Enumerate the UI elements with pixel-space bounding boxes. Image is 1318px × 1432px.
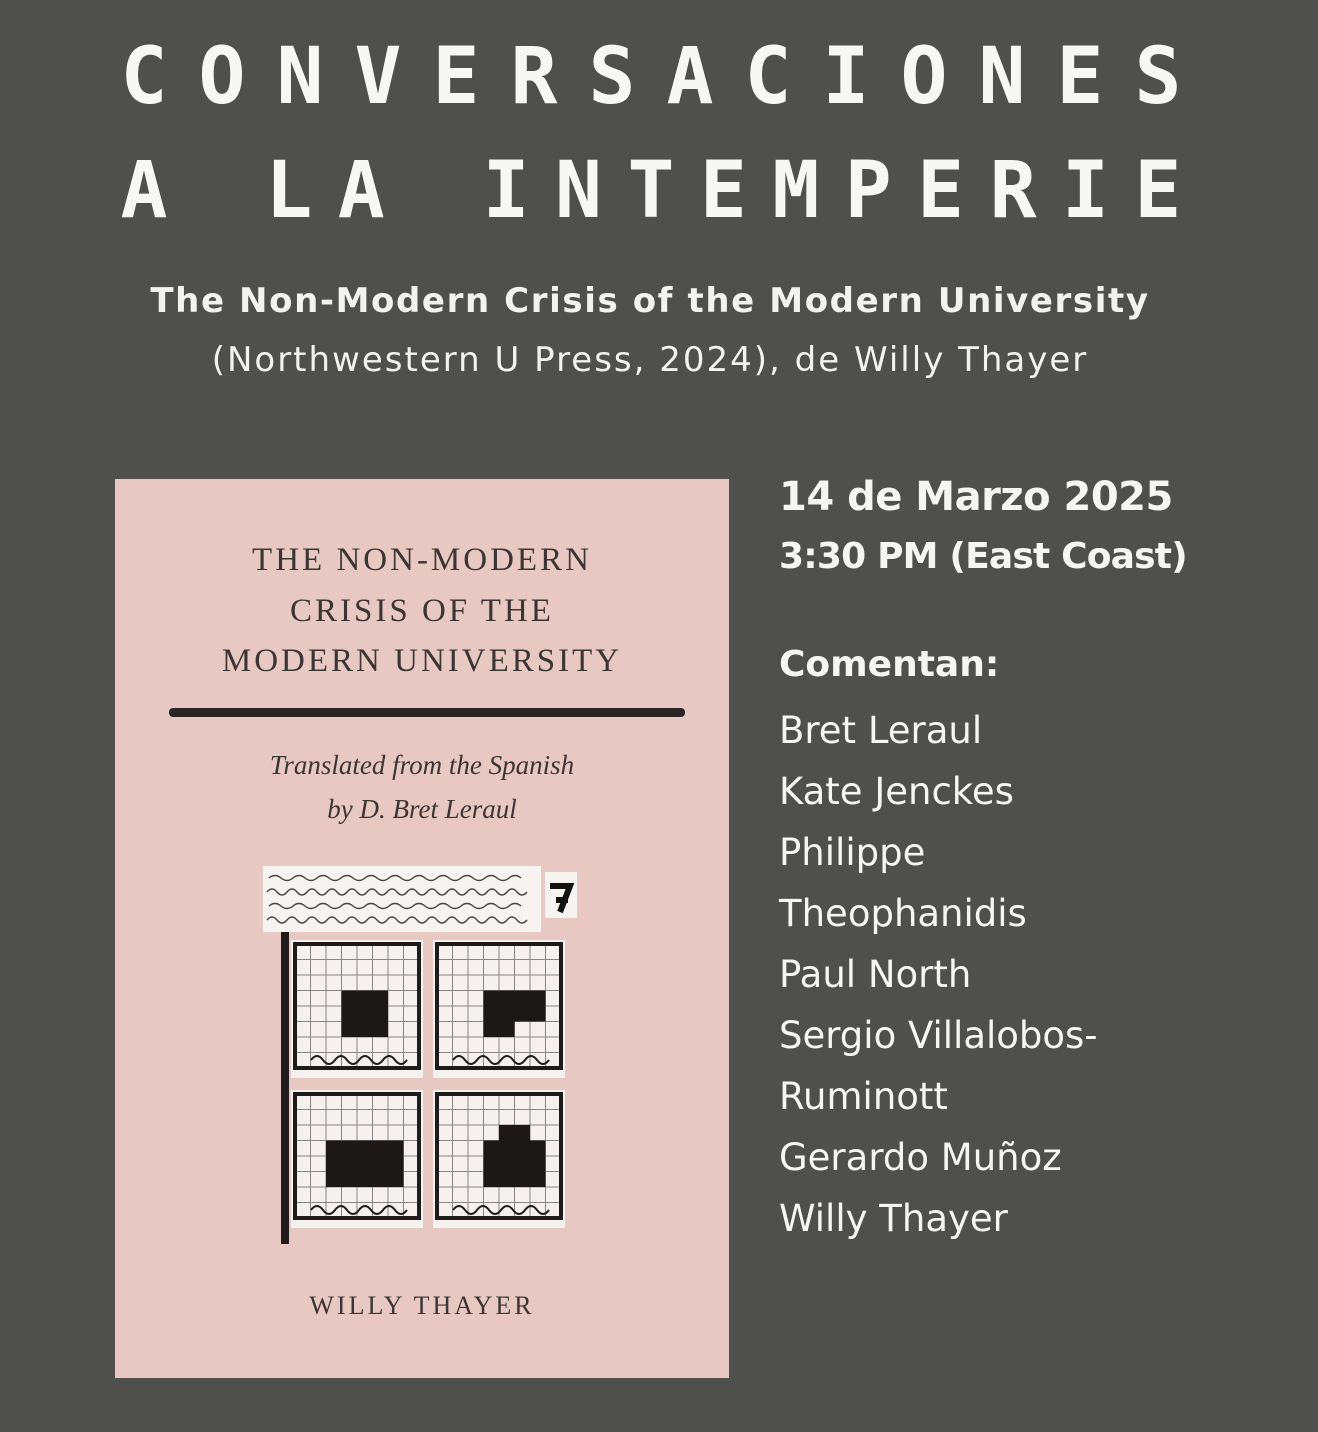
grid-filled-cell (499, 1006, 515, 1022)
grid-filled-cell (342, 1172, 358, 1188)
title-line-1: C O N V E R S A C I O N E S (120, 32, 1182, 122)
commentator-name: Gerardo Muñoz (779, 1136, 1062, 1179)
grid-filled-cell (499, 1022, 515, 1038)
cover-translation-line: by D. Bret Leraul (327, 794, 517, 824)
grid-filled-cell (484, 1006, 500, 1022)
cover-title-line: THE NON-MODERN (252, 542, 592, 578)
grid-filled-cell (499, 1125, 515, 1141)
grid-filled-cell (530, 1172, 546, 1188)
grid-filled-cell (484, 1022, 500, 1038)
commentators-list (779, 708, 1098, 1257)
grid-filled-cell (373, 1172, 389, 1188)
grid-filled-cell (515, 1125, 531, 1141)
cover-title-line: CRISIS OF THE (290, 593, 554, 629)
grid-filled-cell (530, 1156, 546, 1172)
grid-filled-cell (342, 1022, 358, 1038)
grid-filled-cell (373, 1141, 389, 1157)
grid-filled-cell (326, 1141, 342, 1157)
grid-filled-cell (342, 1006, 358, 1022)
grid-filled-cell (357, 1172, 373, 1188)
grid-filled-cell (515, 1156, 531, 1172)
cover-divider-rule (169, 708, 685, 717)
grid-filled-cell (342, 1141, 358, 1157)
grid-filled-cell (388, 1156, 404, 1172)
grid-filled-cell (499, 1156, 515, 1172)
grid-filled-cell (357, 1006, 373, 1022)
event-time: 3:30 PM (East Coast) (779, 536, 1187, 577)
grid-filled-cell (326, 1172, 342, 1188)
grid-filled-cell (373, 991, 389, 1007)
commentators-heading: Comentan: (779, 644, 1000, 685)
grid-filled-cell (499, 1172, 515, 1188)
commentator-name: Theophanidis (779, 892, 1027, 935)
commentator-name: Ruminott (779, 1075, 948, 1118)
grid-filled-cell (530, 1006, 546, 1022)
commentator-name: Willy Thayer (779, 1197, 1008, 1240)
grid-filled-cell (357, 1156, 373, 1172)
commentator-name: Philippe (779, 831, 926, 874)
book-cover-image (115, 479, 729, 1378)
grid-filled-cell (388, 1141, 404, 1157)
cover-artwork-grid-drawing (261, 864, 581, 1249)
cover-title-line: MODERN UNIVERSITY (221, 643, 623, 679)
grid-filled-cell (530, 1141, 546, 1157)
event-date: 14 de Marzo 2025 (779, 474, 1173, 520)
commentator-name: Paul North (779, 953, 972, 996)
grid-filled-cell (373, 1156, 389, 1172)
book-subtitle: The Non-Modern Crisis of the Modern University (150, 281, 1150, 321)
grid-filled-cell (373, 1006, 389, 1022)
commentator-name: Kate Jenckes (779, 770, 1014, 813)
grid-filled-cell (515, 991, 531, 1007)
grid-filled-cell (388, 1172, 404, 1188)
grid-filled-cell (515, 1172, 531, 1188)
commentator-name: Bret Leraul (779, 709, 983, 752)
grid-filled-cell (484, 991, 500, 1007)
grid-filled-cell (373, 1022, 389, 1038)
grid-filled-cell (357, 1141, 373, 1157)
grid-filled-cell (484, 1172, 500, 1188)
title-line-2: A L A I N T E M P E R I E (120, 146, 1182, 236)
publication-info: (Northwestern U Press, 2024), de Willy Thayer (211, 340, 1089, 380)
grid-filled-cell (484, 1156, 500, 1172)
grid-filled-cell (342, 991, 358, 1007)
grid-filled-cell (499, 991, 515, 1007)
cover-translation-line: Translated from the Spanish (269, 750, 575, 780)
grid-filled-cell (484, 1141, 500, 1157)
grid-filled-cell (499, 1141, 515, 1157)
commentator-name: Sergio Villalobos- (779, 1014, 1098, 1057)
grid-filled-cell (515, 1006, 531, 1022)
grid-filled-cell (326, 1156, 342, 1172)
grid-filled-cell (357, 991, 373, 1007)
grid-filled-cell (342, 1156, 358, 1172)
grid-filled-cell (357, 1022, 373, 1038)
cover-author: WILLY THAYER (309, 1291, 535, 1320)
grid-filled-cell (530, 991, 546, 1007)
grid-filled-cell (515, 1141, 531, 1157)
